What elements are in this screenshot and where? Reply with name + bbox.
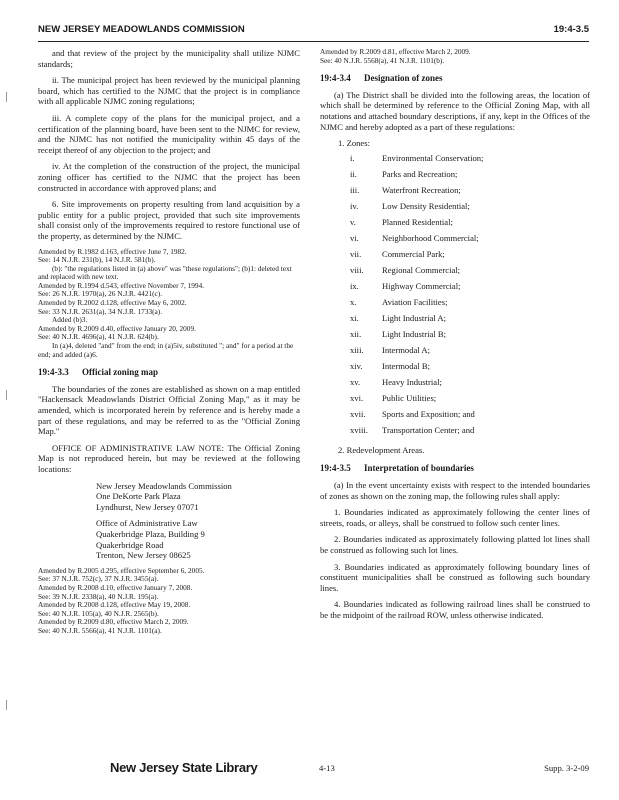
supplement-date: Supp. 3-2-09 xyxy=(544,763,589,773)
zone-name: Heavy Industrial; xyxy=(382,376,442,387)
zone-numeral: xii. xyxy=(350,328,362,339)
section-heading xyxy=(320,463,590,474)
address-line: New Jersey Meadowlands Commission xyxy=(96,480,232,491)
section-code: 19:4-3.5 xyxy=(553,24,589,35)
address-line: Quakerbridge Plaza, Building 9 xyxy=(96,528,205,539)
zone-item xyxy=(350,185,590,201)
zone-name: Commercial Park; xyxy=(382,248,445,259)
history-line: (b): "the regulations listed in (a) above" was "these regulations"; (b)1: deleted text and replaced with new text. xyxy=(38,263,292,282)
paragraph: OFFICE OF ADMINISTRATIVE LAW NOTE: The Official Zoning Map is not reproduced herein, but may be reviewed at the following locations: xyxy=(38,442,300,474)
margin-mark xyxy=(6,700,10,710)
zone-item xyxy=(350,201,590,217)
zone-item xyxy=(350,361,590,377)
history-line: See: 37 N.J.R. 752(c), 37 N.J.R. 3455(a). xyxy=(38,574,159,584)
zone-numeral: iv. xyxy=(350,200,359,211)
zone-name: Parks and Recreation; xyxy=(382,168,458,179)
zones-label: 1. Zones: xyxy=(338,138,370,149)
paragraph: 3. Boundaries indicated as approximately following boundary lines of constituent municipalities shall be construed as following such boundary lines. xyxy=(320,561,590,593)
zone-name: Light Industrial B; xyxy=(382,328,446,339)
zone-item xyxy=(350,409,590,425)
address-line: One DeKorte Park Plaza xyxy=(96,491,181,502)
zone-numeral: i. xyxy=(350,152,355,163)
zone-numeral: xiii. xyxy=(350,344,364,355)
page-header xyxy=(38,24,589,40)
paragraph: ii. The municipal project has been reviewed by the municipal planning board, which has certified to the NJMC that the project is in compliance with all applicable NJMC zoning regulations; xyxy=(38,75,300,107)
history-line: Amended by R.2009 d.40, effective January 20, 2009. xyxy=(38,323,196,333)
right-column xyxy=(320,48,590,626)
history-line: Amended by R.2005 d.295, effective September 6, 2005. xyxy=(38,565,205,575)
history-line: See: 40 N.J.R. 105(a), 40 N.J.R. 2565(b). xyxy=(38,608,159,618)
zone-numeral: ix. xyxy=(350,280,359,291)
zone-list xyxy=(350,153,590,441)
zone-item xyxy=(350,153,590,169)
address-block xyxy=(96,518,300,560)
section-number: 19:4-3.4 xyxy=(320,73,351,84)
zone-item xyxy=(350,281,590,297)
zone-numeral: xi. xyxy=(350,312,359,323)
paragraph: (a) In the event uncertainty exists with respect to the intended boundaries of zones as shown on the zoning map, the following rules shall apply: xyxy=(320,479,590,501)
margin-mark xyxy=(6,92,10,102)
history-line: Amended by R.2009 d.81, effective March 2, 2009. xyxy=(320,47,471,56)
history-line: Amended by R.1994 d.543, effective November 7, 1994. xyxy=(38,280,205,290)
zone-name: Sports and Exposition; and xyxy=(382,408,475,419)
section-title: Official zoning map xyxy=(82,367,158,378)
paragraph: iv. At the completion of the construction of the project, the municipal zoning officer has certified to the NJMC that the project has been constructed in accordance with approved plans; and xyxy=(38,161,300,193)
zone-item xyxy=(350,313,590,329)
paragraph: 4. Boundaries indicated as following railroad lines shall be construed to be the midpoint of the railroad ROW, unless otherwise indicated. xyxy=(320,599,590,620)
history-line: Added (b)3. xyxy=(52,315,88,325)
zone-numeral: xv. xyxy=(350,376,361,387)
zone-numeral: xvii. xyxy=(350,408,366,419)
section-number: 19:4-3.3 xyxy=(38,367,69,378)
history-note xyxy=(38,248,300,360)
history-line: See: 26 N.J.R. 1970(a), 26 N.J.R. 4421(c). xyxy=(38,289,163,299)
zone-name: Public Utilities; xyxy=(382,392,437,403)
zone-name: Transportation Center; and xyxy=(382,424,475,435)
zone-name: Environmental Conservation; xyxy=(382,152,484,163)
address-line: Office of Administrative Law xyxy=(96,518,198,529)
zone-item xyxy=(350,377,590,393)
history-note xyxy=(320,48,590,65)
history-line: Amended by R.1982 d.163, effective June 7, 1982. xyxy=(38,246,187,256)
history-line: See: 40 N.J.R. 5566(a), 41 N.J.R. 1101(a). xyxy=(38,625,162,635)
section-number: 19:4-3.5 xyxy=(320,463,351,474)
history-line: See: 40 N.J.R. 4696(a), 41 N.J.R. 624(b). xyxy=(38,332,159,342)
section-heading xyxy=(320,73,590,84)
history-line: Amended by R.2008 d.128, effective May 19, 2008. xyxy=(38,600,191,610)
zone-name: Planned Residential; xyxy=(382,216,453,227)
zone-item xyxy=(350,297,590,313)
zone-name: Aviation Facilities; xyxy=(382,296,448,307)
header-rule xyxy=(38,41,589,42)
history-line: See: 39 N.J.R. 2338(a), 40 N.J.R. 195(a). xyxy=(38,591,159,601)
margin-mark xyxy=(6,390,10,400)
zone-name: Neighborhood Commercial; xyxy=(382,232,479,243)
history-line: See: 14 N.J.R. 231(b), 14 N.J.R. 581(b). xyxy=(38,255,156,265)
zone-numeral: viii. xyxy=(350,264,364,275)
history-line: In (a)4, deleted "and" from the end; in (a)5iv, substituted "; and" for a period at the end; and added (a)6. xyxy=(38,341,294,359)
zone-name: Regional Commercial; xyxy=(382,264,461,275)
zone-name: Intermodal B; xyxy=(382,360,430,371)
zone-numeral: x. xyxy=(350,296,357,307)
zone-numeral: xviii. xyxy=(350,424,368,435)
address-line: Lyndhurst, New Jersey 07071 xyxy=(96,501,199,512)
redevelopment-item: 2. Redevelopment Areas. xyxy=(338,444,425,455)
zone-item xyxy=(350,425,590,441)
history-line: Amended by R.2009 d.80, effective March 2, 2009. xyxy=(38,617,189,627)
zone-numeral: iii. xyxy=(350,184,360,195)
paragraph: and that review of the project by the municipality shall utilize NJMC standards; xyxy=(38,48,300,69)
zone-item xyxy=(350,217,590,233)
history-line: See: 40 N.J.R. 5568(a), 41 N.J.R. 1101(b). xyxy=(320,55,445,65)
zone-name: Intermodal A; xyxy=(382,344,430,355)
zone-item xyxy=(350,169,590,185)
paragraph: (a) The District shall be divided into the following areas, the location of which shall be determined by reference to the Official Zoning Map, with all notations and attached boundary descriptions, if any, kept in the Offices of the NJMC and hereby adopted as a part of these regulations: xyxy=(320,89,590,132)
history-line: Amended by R.2002 d.128, effective May 6, 2002. xyxy=(38,298,187,308)
zone-item xyxy=(350,345,590,361)
history-line: See: 33 N.J.R. 2631(a), 34 N.J.R. 1733(a). xyxy=(38,306,163,316)
zone-name: Low Density Residential; xyxy=(382,200,470,211)
history-line: Amended by R.2008 d.10, effective January 7, 2008. xyxy=(38,582,193,592)
history-note xyxy=(38,567,300,636)
paragraph: iii. A complete copy of the plans for the municipal project, and a certification of the planning board, have been sent to the NJMC for review, and the NJMC has not notified the municipality within 45 days of the receipt thereof of any objection to the project; and xyxy=(38,112,300,155)
zone-name: Waterfront Recreation; xyxy=(382,184,461,195)
paragraph: 2. Boundaries indicated as approximately following platted lot lines shall be construed as following such lot lines. xyxy=(320,534,590,555)
page-number: 4-13 xyxy=(319,763,335,773)
address-block xyxy=(96,481,300,513)
address-line: Trenton, New Jersey 08625 xyxy=(96,550,191,561)
left-column xyxy=(38,48,300,635)
zone-name: Light Industrial A; xyxy=(382,312,446,323)
zone-item xyxy=(350,233,590,249)
paragraph: 1. Boundaries indicated as approximately following the center lines of streets, roads, or alleys, shall be construed to follow such center lines. xyxy=(320,507,590,528)
zone-item xyxy=(350,249,590,265)
zone-numeral: xiv. xyxy=(350,360,363,371)
zone-numeral: vi. xyxy=(350,232,359,243)
address-line: Quakerbridge Road xyxy=(96,539,164,550)
zone-numeral: xvi. xyxy=(350,392,364,403)
section-heading xyxy=(38,367,300,378)
zone-item xyxy=(350,265,590,281)
zone-item xyxy=(350,393,590,409)
section-title: Interpretation of boundaries xyxy=(364,463,474,474)
zone-numeral: vii. xyxy=(350,248,362,259)
paragraph: The boundaries of the zones are established as shown on a map entitled "Hackensack Meadowlands District Official Zoning Map," as it may be amended, which is incorporated herein by reference and is hereby made a part of these regulations, and may be referred to as the "Official Zoning Map." xyxy=(38,383,300,437)
page-footer xyxy=(38,760,589,784)
running-title: NEW JERSEY MEADOWLANDS COMMISSION xyxy=(38,24,245,35)
section-title: Designation of zones xyxy=(364,73,443,84)
paragraph: 6. Site improvements on property resulting from land acquisition by a public entity for a public project, provided that such site improvements shall consist only of the improvements required to restore functional use of the property, as determined by the NJMC. xyxy=(38,199,300,241)
zone-numeral: v. xyxy=(350,216,356,227)
zone-numeral: ii. xyxy=(350,168,357,179)
zone-item xyxy=(350,329,590,345)
library-stamp: New Jersey State Library xyxy=(110,760,258,775)
zone-name: Highway Commercial; xyxy=(382,280,461,291)
